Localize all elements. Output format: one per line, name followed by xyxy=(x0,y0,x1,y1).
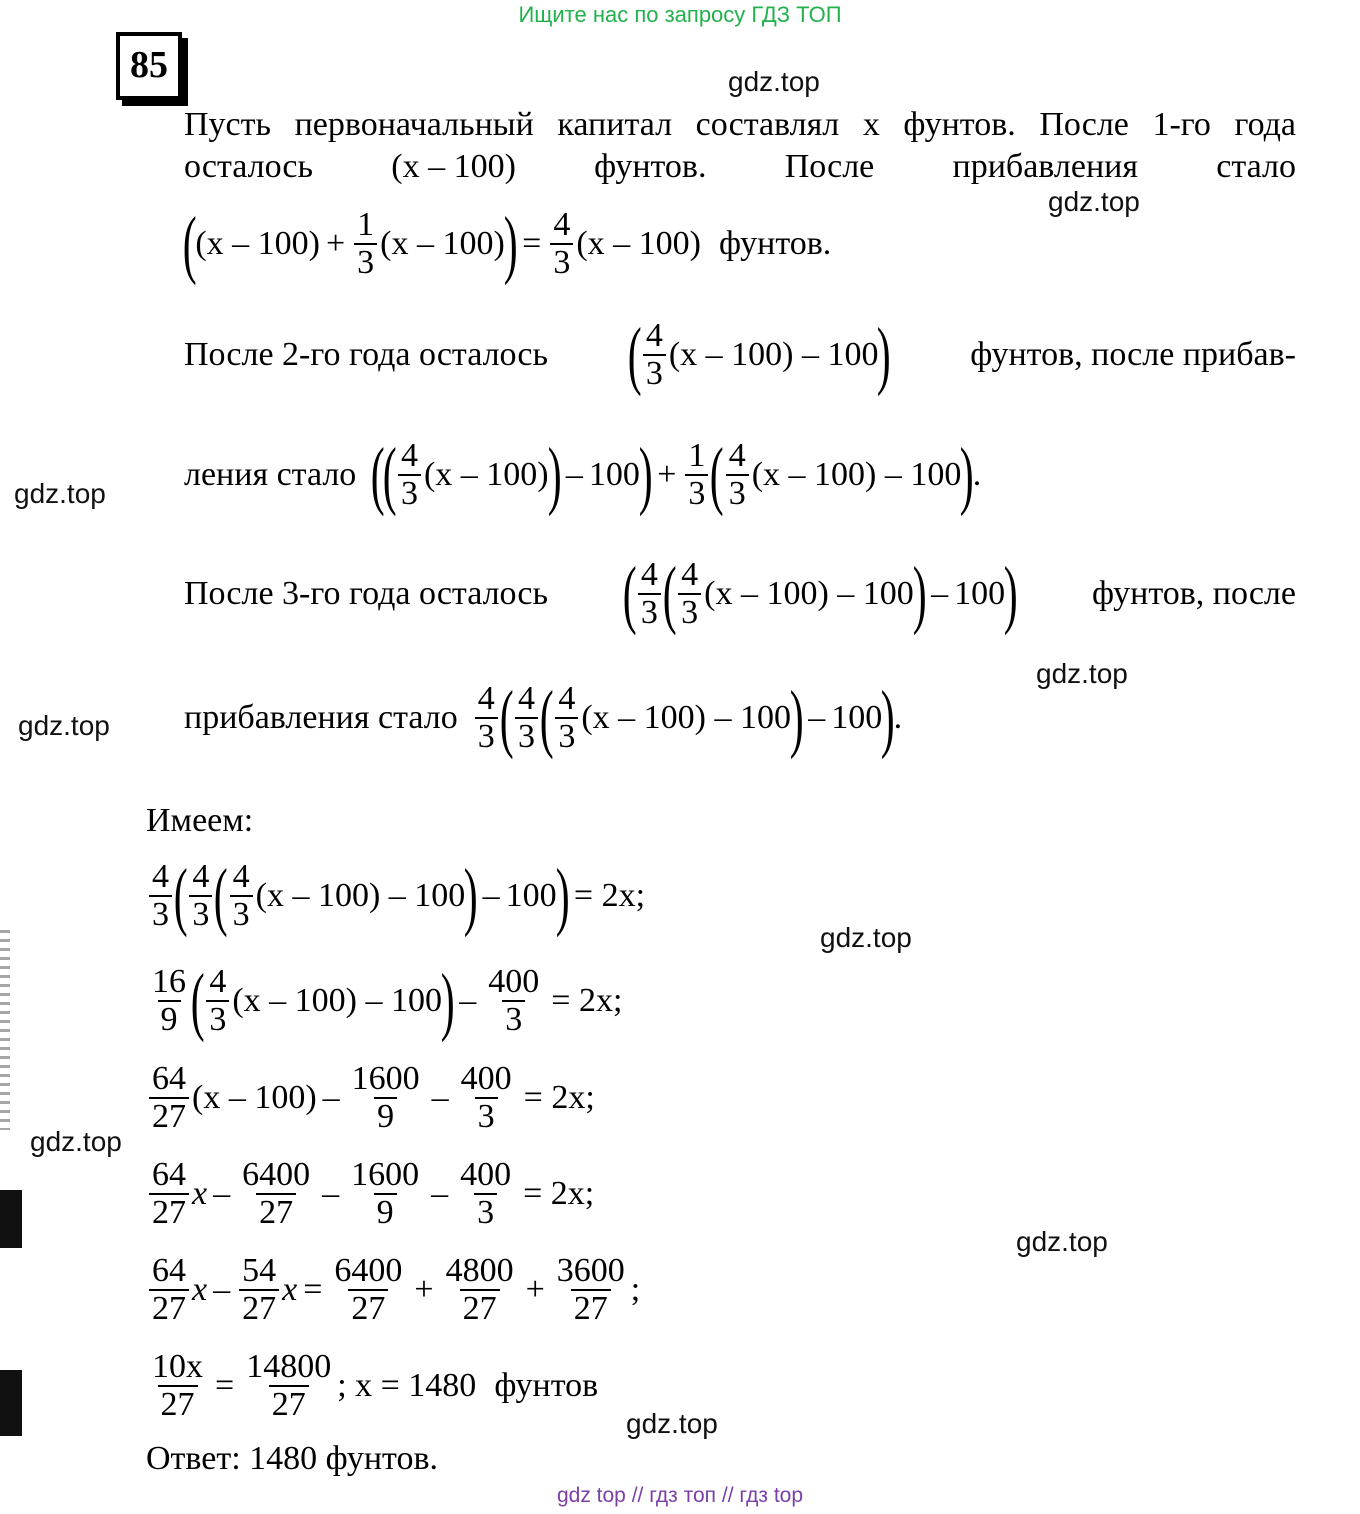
fraction: $\frac{400}{3}$ xyxy=(460,1156,512,1231)
fraction: $\frac{4}{3}$ xyxy=(189,859,212,932)
fraction: $\frac{64}{27}$ xyxy=(149,1157,189,1230)
watermark: gdz.top xyxy=(18,710,110,741)
text-line xyxy=(184,146,1296,188)
fraction: $\frac{4}{3}$ xyxy=(515,681,538,754)
scan-noise xyxy=(0,1190,22,1248)
watermark: gdz.top xyxy=(1036,658,1128,689)
formula-line: После 3-го года осталось ( $\frac{4}{3}$ ( $\frac{4}{3}$ (x – 100) – 100 ) – 100 ) фунтов, после xyxy=(184,552,1296,636)
fraction: $\frac{64}{27}$ xyxy=(149,1253,189,1326)
word: прибавления xyxy=(952,148,1138,185)
fraction: $\frac{6400}{27}$ xyxy=(242,1156,311,1231)
watermark: gdz.top xyxy=(14,478,106,509)
formula-line: прибавления стало $\frac{4}{3}$ ( $\frac{4}{3}$ ( $\frac{4}{3}$ (x – 100) – 100 ) – 100 ) . xyxy=(184,676,903,760)
word: После xyxy=(784,148,875,185)
fraction: $\frac{64}{27}$ xyxy=(149,1061,189,1134)
fraction: $\frac{4}{3}$ xyxy=(230,859,253,932)
answer-line: Ответ: 1480 фунтов. xyxy=(146,1440,439,1477)
fraction: $\frac{6400}{27}$ xyxy=(334,1252,403,1327)
word: осталось xyxy=(184,148,314,185)
equation-line: $\frac{10x}{27}$ = $\frac{14800}{27}$ ; x = 1480 фунтов xyxy=(146,1340,604,1432)
footer-links: gdz top // гдз топ // гдз top xyxy=(556,1484,804,1507)
fraction: $\frac{4}{3}$ xyxy=(206,964,229,1037)
equation-line: $\frac{16}{9}$ ( $\frac{4}{3}$ (x – 100) – 100 ) – $\frac{400}{3}$ = 2x; xyxy=(146,956,628,1046)
scan-noise xyxy=(0,1370,22,1436)
formula-line: После 2-го года осталось ( $\frac{4}{3}$ (x – 100) – 100 ) фунтов, после прибав- xyxy=(184,313,1296,397)
word: (x – 100) xyxy=(391,148,516,185)
fraction: $\frac{10x}{27}$ xyxy=(152,1348,203,1423)
fraction: $\frac{4}{3}$ xyxy=(555,681,578,754)
formula-line: ( (x – 100) + $\frac{1}{3}$ (x – 100) ) = $\frac{4}{3}$ (x – 100) фунтов. xyxy=(182,202,832,286)
watermark: gdz.top xyxy=(30,1126,122,1157)
text-line: Пусть первоначальный капитал составлял x фунтов. После 1-го года xyxy=(184,106,1296,143)
fraction: $\frac{16}{9}$ xyxy=(152,963,186,1038)
scan-noise xyxy=(0,930,10,1130)
fraction: $\frac{4}{3}$ xyxy=(398,438,421,511)
fraction: $\frac{4}{3}$ xyxy=(638,557,661,630)
fraction: $\frac{4}{3}$ xyxy=(726,438,749,511)
section-heading: Имеем: xyxy=(146,802,254,839)
search-banner: Ищите нас по запросу ГДЗ ТОП xyxy=(518,2,842,27)
fraction: $\frac{400}{3}$ xyxy=(460,1060,512,1135)
watermark: gdz.top xyxy=(820,922,912,953)
watermark: gdz.top xyxy=(1016,1226,1108,1257)
equation-line: $\frac{64}{27}$ x – $\frac{54}{27}$ x = $\frac{6400}{27}$ + $\frac{4800}{27}$ + $\frac{3600}{27}$ ; xyxy=(146,1244,640,1336)
fraction: $\frac{54}{27}$ xyxy=(239,1253,279,1326)
equation-line: $\frac{64}{27}$ (x – 100) – $\frac{1600}{9}$ – $\frac{400}{3}$ = 2x; xyxy=(146,1052,601,1144)
word: стало xyxy=(1216,148,1296,185)
watermark: gdz.top xyxy=(1048,186,1140,217)
watermark: gdz.top xyxy=(728,66,820,97)
formula-line: ления стало ( ( $\frac{4}{3}$ (x – 100) ) – 100 ) + $\frac{1}{3}$ ( $\frac{4}{3}$ (x – 100) – 100 ) . xyxy=(184,433,982,517)
equation-line: $\frac{64}{27}$ x – $\frac{6400}{27}$ – $\frac{1600}{9}$ – $\frac{400}{3}$ = 2x; xyxy=(146,1148,600,1240)
fraction: $\frac{14800}{27}$ xyxy=(246,1348,332,1423)
fraction: $\frac{4}{3}$ xyxy=(475,681,498,754)
fraction: $\frac{400}{3}$ xyxy=(488,963,540,1038)
fraction: $\frac{1}{3}$ xyxy=(354,207,377,280)
fraction: $\frac{4}{3}$ xyxy=(678,557,701,630)
fraction: $\frac{4}{3}$ xyxy=(149,859,172,932)
fraction: $\frac{1}{3}$ xyxy=(685,438,708,511)
fraction: $\frac{4800}{27}$ xyxy=(445,1252,514,1327)
fraction: $\frac{1600}{9}$ xyxy=(351,1060,420,1135)
fraction: $\frac{1600}{9}$ xyxy=(351,1156,420,1231)
word: фунтов. xyxy=(594,148,707,185)
fraction: $\frac{3600}{27}$ xyxy=(556,1252,625,1327)
fraction: $\frac{4}{3}$ xyxy=(643,318,666,391)
watermark: gdz.top xyxy=(626,1408,718,1439)
fraction: $\frac{4}{3}$ xyxy=(550,207,573,280)
problem-number-badge: 85 xyxy=(116,32,182,100)
equation-line: $\frac{4}{3}$ ( $\frac{4}{3}$ ( $\frac{4}{3}$ (x – 100) – 100 ) – 100 ) = 2x; xyxy=(146,850,651,942)
